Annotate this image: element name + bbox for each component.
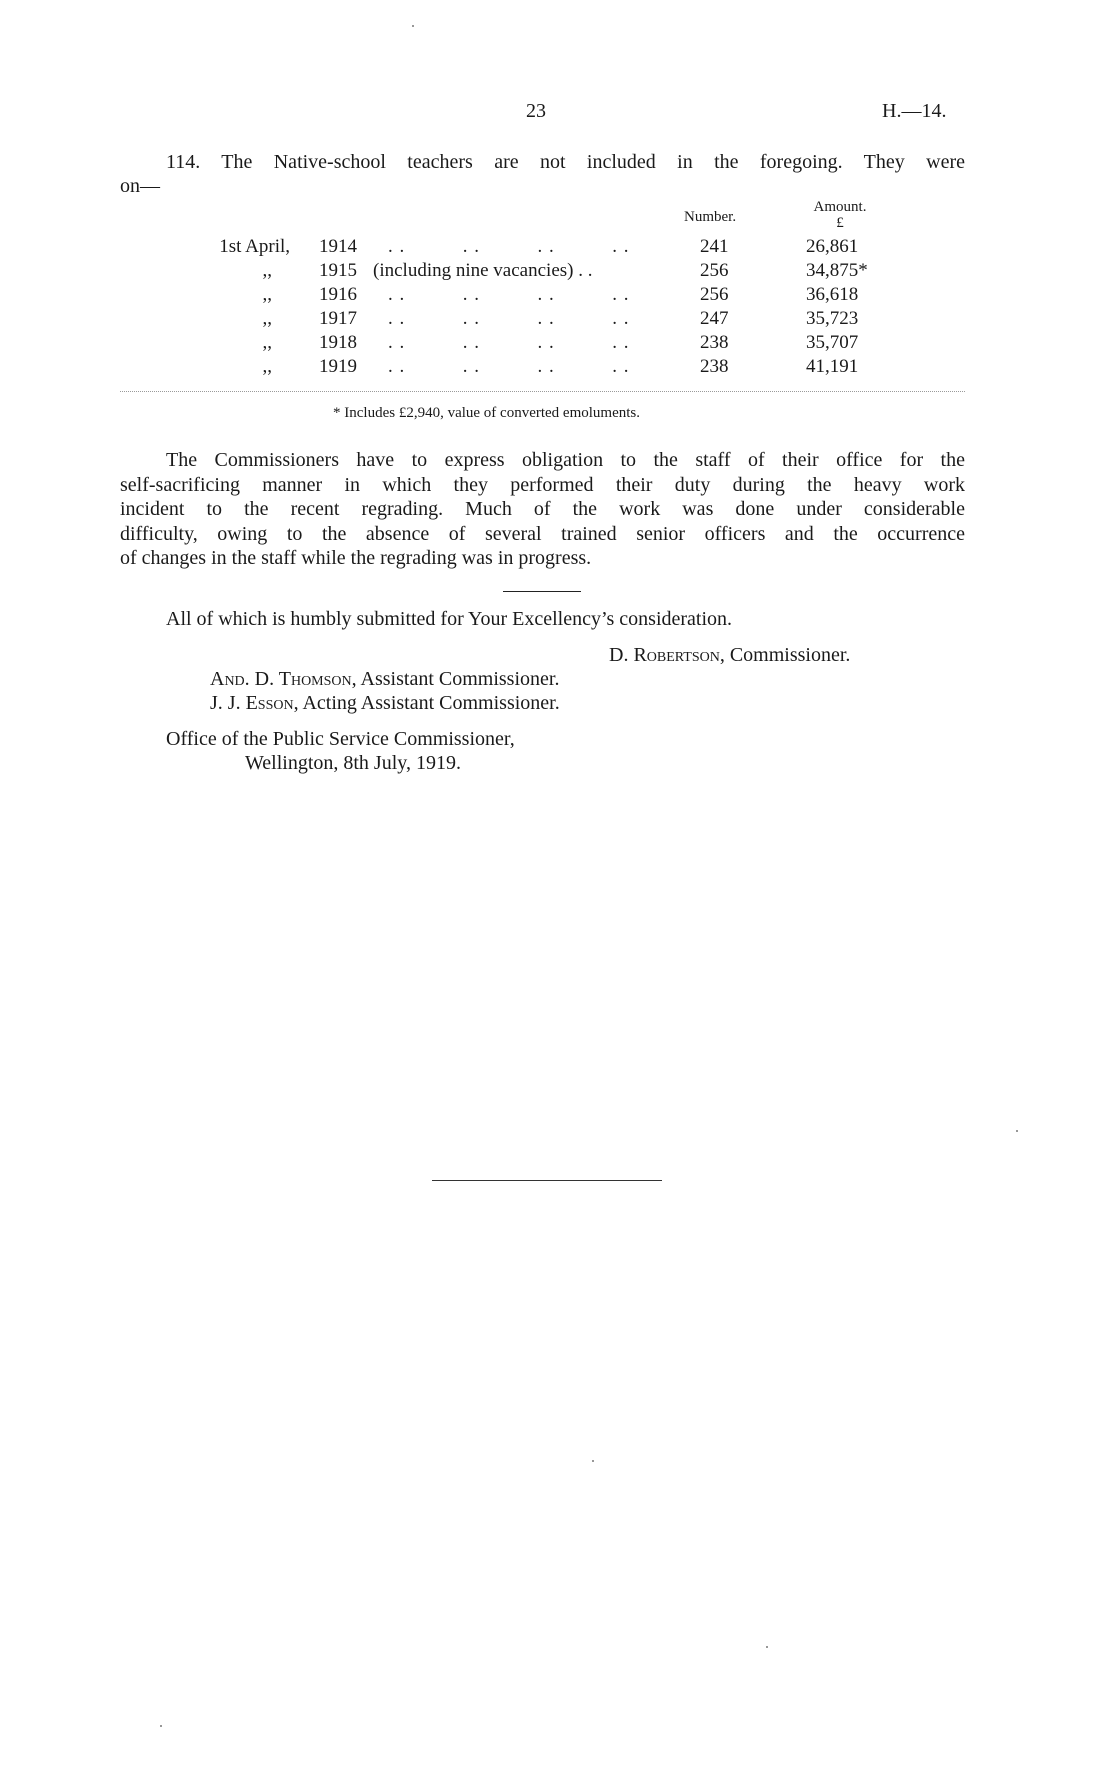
table-row xyxy=(0,356,1114,380)
row-year: 1916 xyxy=(319,284,357,305)
row-amount: 34,875* xyxy=(806,260,868,281)
office-date: Wellington, 8th July, 1919. xyxy=(245,752,461,774)
row-label: ,, xyxy=(262,356,272,377)
row-number: 256 xyxy=(700,284,729,305)
signatory-name: D. Robertson xyxy=(609,644,720,666)
acknowledgement-paragraph xyxy=(120,448,965,571)
signatory-name: And. D. Thomson xyxy=(210,668,352,690)
end-rule xyxy=(432,1180,662,1181)
row-note: . . . . . . . . xyxy=(388,332,630,353)
row-label: ,, xyxy=(262,260,272,281)
table-row xyxy=(0,236,1114,260)
signatory-commissioner xyxy=(609,644,850,667)
row-amount: 36,618 xyxy=(806,284,859,305)
paragraph-line: difficulty, owing to the absence of several trained senior officers and the occurrence xyxy=(120,522,965,545)
column-header-amount-unit: £ xyxy=(836,215,844,231)
signatory-title: , Acting Assistant Commissioner. xyxy=(293,692,560,714)
row-note: . . . . . . . . xyxy=(388,308,630,329)
row-label: ,, xyxy=(262,284,272,305)
paper-speck xyxy=(592,1460,594,1462)
signatory-acting-assistant-commissioner xyxy=(210,692,560,715)
column-header-amount-label: Amount. xyxy=(813,199,867,215)
table-row xyxy=(0,284,1114,308)
signatory-name: J. J. Esson xyxy=(210,692,294,714)
table-row xyxy=(0,332,1114,356)
paragraph-line: self-sacrificing manner in which they performed their duty during the heavy work xyxy=(120,473,965,496)
row-amount: 26,861 xyxy=(806,236,859,257)
table-row xyxy=(0,308,1114,332)
row-note: . . . . . . . . xyxy=(388,236,630,257)
row-amount: 35,723 xyxy=(806,308,859,329)
submission-line: All of which is humbly submitted for Your Excellency’s consideration. xyxy=(166,608,733,630)
column-header-amount xyxy=(800,199,880,231)
signatory-title: , Commissioner. xyxy=(719,644,851,666)
paper-speck xyxy=(412,25,414,27)
paragraph-line: incident to the recent regrading. Much of the work was done under considerable xyxy=(120,498,965,520)
table-bottom-rule xyxy=(120,391,965,392)
row-number: 238 xyxy=(700,356,729,377)
row-note: . . . . . . . . xyxy=(388,284,630,305)
row-label: ,, xyxy=(262,308,272,329)
row-amount: 35,707 xyxy=(806,332,859,353)
intro-line-1: 114. The Native-school teachers are not included in the foregoing. They were xyxy=(166,151,965,173)
paper-speck xyxy=(1016,1130,1018,1132)
row-note: (including nine vacancies) . . xyxy=(373,260,593,281)
row-amount: 41,191 xyxy=(806,356,859,377)
intro-paragraph xyxy=(120,150,965,198)
row-year: 1919 xyxy=(319,356,357,377)
intro-line-2: on— xyxy=(120,175,160,197)
row-year: 1915 xyxy=(319,260,357,281)
paragraph-line: The Commissioners have to express obligation to the staff of their office for the xyxy=(166,449,965,471)
paper-speck xyxy=(766,1646,768,1648)
office-address: Office of the Public Service Commissioner, xyxy=(166,728,515,750)
table-footnote: * Includes £2,940, value of converted emoluments. xyxy=(333,405,641,421)
row-number: 247 xyxy=(700,308,729,329)
column-header-number: Number. xyxy=(684,209,737,225)
paper-speck xyxy=(160,1725,162,1727)
signatory-assistant-commissioner xyxy=(210,668,559,691)
signatory-title: , Assistant Commissioner. xyxy=(351,668,560,690)
table-row xyxy=(0,260,1114,284)
paragraph-line: of changes in the staff while the regrading was in progress. xyxy=(120,547,592,569)
row-number: 241 xyxy=(700,236,729,257)
row-label: 1st April, xyxy=(219,236,290,257)
row-number: 238 xyxy=(700,332,729,353)
row-year: 1914 xyxy=(319,236,357,257)
section-separator xyxy=(503,591,581,592)
page-number: 23 xyxy=(526,100,546,122)
row-year: 1917 xyxy=(319,308,357,329)
row-note: . . . . . . . . xyxy=(388,356,630,377)
document-reference: H.—14. xyxy=(882,100,947,122)
row-number: 256 xyxy=(700,260,729,281)
row-label: ,, xyxy=(262,332,272,353)
row-year: 1918 xyxy=(319,332,357,353)
